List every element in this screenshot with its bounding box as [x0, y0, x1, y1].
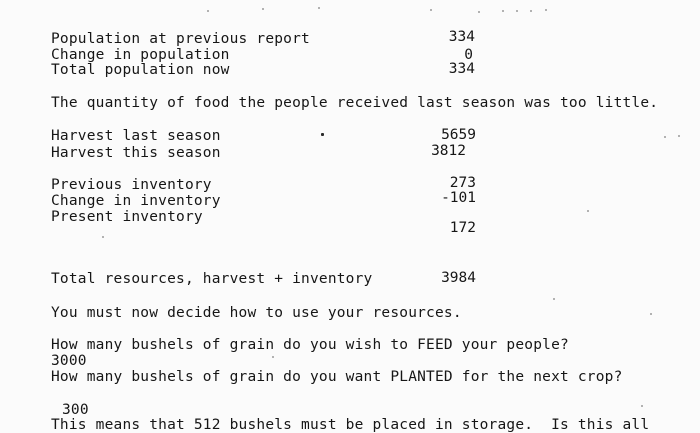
scan-speck: [272, 356, 274, 358]
scan-speck: [318, 7, 320, 9]
feed-answer: 3000: [51, 353, 87, 369]
harvest-this-season-label: Harvest this season: [51, 145, 221, 161]
harvest-this-season-value: 3812: [431, 143, 466, 159]
population-change-label: Change in population: [51, 47, 230, 63]
present-inventory-value: 172: [449, 220, 476, 236]
total-population-label: Total population now: [51, 62, 230, 78]
food-quantity-message: The quantity of food the people received last season was too little.: [51, 95, 659, 111]
inventory-change-value: -101: [441, 190, 476, 206]
decide-resources-message: You must now decide how to use your resources.: [51, 305, 462, 321]
scan-speck: [553, 298, 555, 300]
scan-speck: [516, 10, 518, 12]
scan-speck: [678, 135, 680, 137]
scan-speck: [587, 210, 589, 212]
scan-speck: [641, 405, 643, 407]
scan-speck: [207, 10, 209, 12]
scan-speck: [478, 11, 480, 13]
scan-speck: [530, 10, 532, 12]
previous-inventory-value: 273: [449, 175, 476, 191]
previous-population-value: 334: [448, 29, 475, 45]
harvest-last-season-label: Harvest last season: [51, 128, 221, 144]
storage-message: This means that 512 bushels must be placed in storage. Is this all: [51, 417, 650, 433]
plant-question: How many bushels of grain do you want PLANTED for the next crop?: [51, 369, 623, 385]
scan-speck: [262, 8, 264, 10]
scan-speck: [502, 10, 504, 12]
scan-speck: [430, 9, 432, 11]
population-change-value: 0: [464, 47, 473, 63]
total-resources-label: Total resources, harvest + inventory: [51, 271, 373, 287]
scan-speck: [102, 236, 104, 238]
previous-inventory-label: Previous inventory: [51, 177, 212, 193]
scan-speck: [321, 133, 324, 136]
present-inventory-label: Present inventory: [51, 209, 203, 225]
total-population-value: 334: [448, 61, 475, 77]
plant-answer: 300: [62, 402, 89, 418]
feed-question: How many bushels of grain do you wish to FEED your people?: [51, 337, 569, 353]
harvest-last-season-value: 5659: [441, 127, 476, 143]
scan-speck: [650, 313, 652, 315]
total-resources-value: 3984: [441, 270, 476, 286]
previous-population-label: Population at previous report: [51, 31, 310, 47]
inventory-change-label: Change in inventory: [51, 193, 221, 209]
scan-speck: [545, 9, 547, 11]
scan-speck: [664, 136, 666, 138]
